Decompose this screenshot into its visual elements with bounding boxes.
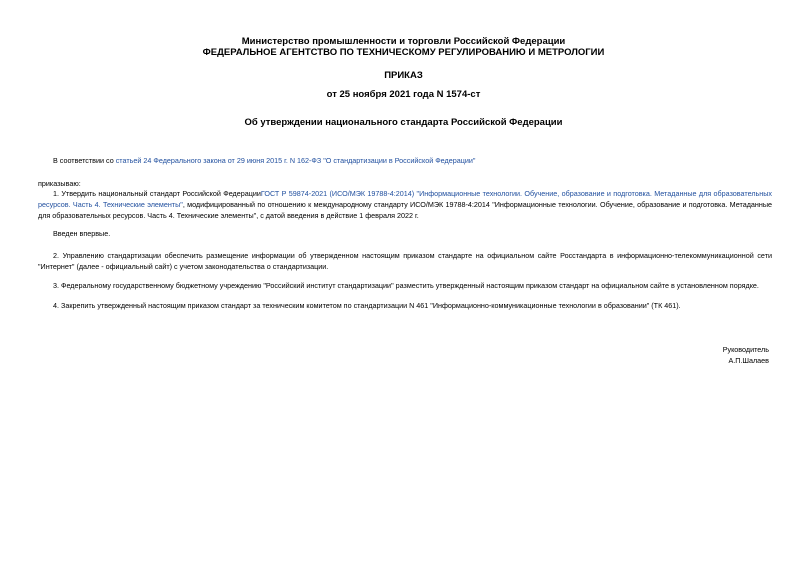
item-1-suffix: , модифицированный по отношению к международному стандарту ИСО/МЭК 19788-4:2014 "Информационные технологии. Обучение, образование и подготовка. Метаданные для образовательных ресурсов. Часть 4. Технические элементы", с датой введения в действие 1 февраля 2022 г.	[38, 200, 772, 220]
intro-prefix: В соответствии со	[53, 156, 116, 165]
item-1-prefix: 1. Утвердить национальный стандарт Российской Федерации	[53, 189, 261, 198]
document-title: Об утверждении национального стандарта Российской Федерации	[244, 117, 563, 128]
first-time-note: Введен впервые.	[53, 229, 111, 238]
item-2-paragraph: 2. Управлению стандартизации обеспечить размещение информации об утвержденном настоящим приказом стандарте на официальном сайте Росстандарта в информационно-телекоммуникационной сети "Интернет" (далее - официальный сайт) с учетом законодательства о стандартизации.	[38, 251, 772, 271]
doc-type-heading: ПРИКАЗ	[384, 70, 423, 81]
agency-heading: ФЕДЕРАЛЬНОЕ АГЕНТСТВО ПО ТЕХНИЧЕСКОМУ РЕГУЛИРОВАНИЮ И МЕТРОЛОГИИ	[202, 47, 605, 58]
intro-paragraph	[38, 155, 772, 166]
federal-law-link[interactable]: статьей 24 Федерального закона от 29 июня 2015 г. N 162-ФЗ "О стандартизации в Российской Федерации"	[115, 156, 476, 165]
ministry-heading: Министерство промышленности и торговли Российской Федерации	[241, 36, 566, 47]
signature-role: Руководитель	[722, 345, 769, 354]
item-3-paragraph: 3. Федеральному государственному бюджетному учреждению "Российский институт стандартизации" разместить утвержденный настоящим приказом стандарт на официальном сайте в установленном порядке.	[53, 281, 759, 290]
date-number-heading: от 25 ноября 2021 года N 1574-ст	[326, 89, 481, 100]
item-4-paragraph: 4. Закрепить утвержденный настоящим приказом стандарт за техническим комитетом по стандартизации N 461 "Информационно-коммуникационные технологии в образовании" (ТК 461).	[53, 301, 681, 310]
item-1-paragraph	[38, 188, 772, 221]
signature-name: А.П.Шалаев	[728, 356, 769, 365]
order-word: приказываю:	[38, 179, 81, 188]
gost-standard-link[interactable]: ГОСТ Р 59874-2021 (ИСО/МЭК 19788-4:2014) "Информационные технологии. Обучение, образование и подготовка. Метаданные для образовательных ресурсов. Часть 4. Технические элементы"	[38, 189, 772, 209]
